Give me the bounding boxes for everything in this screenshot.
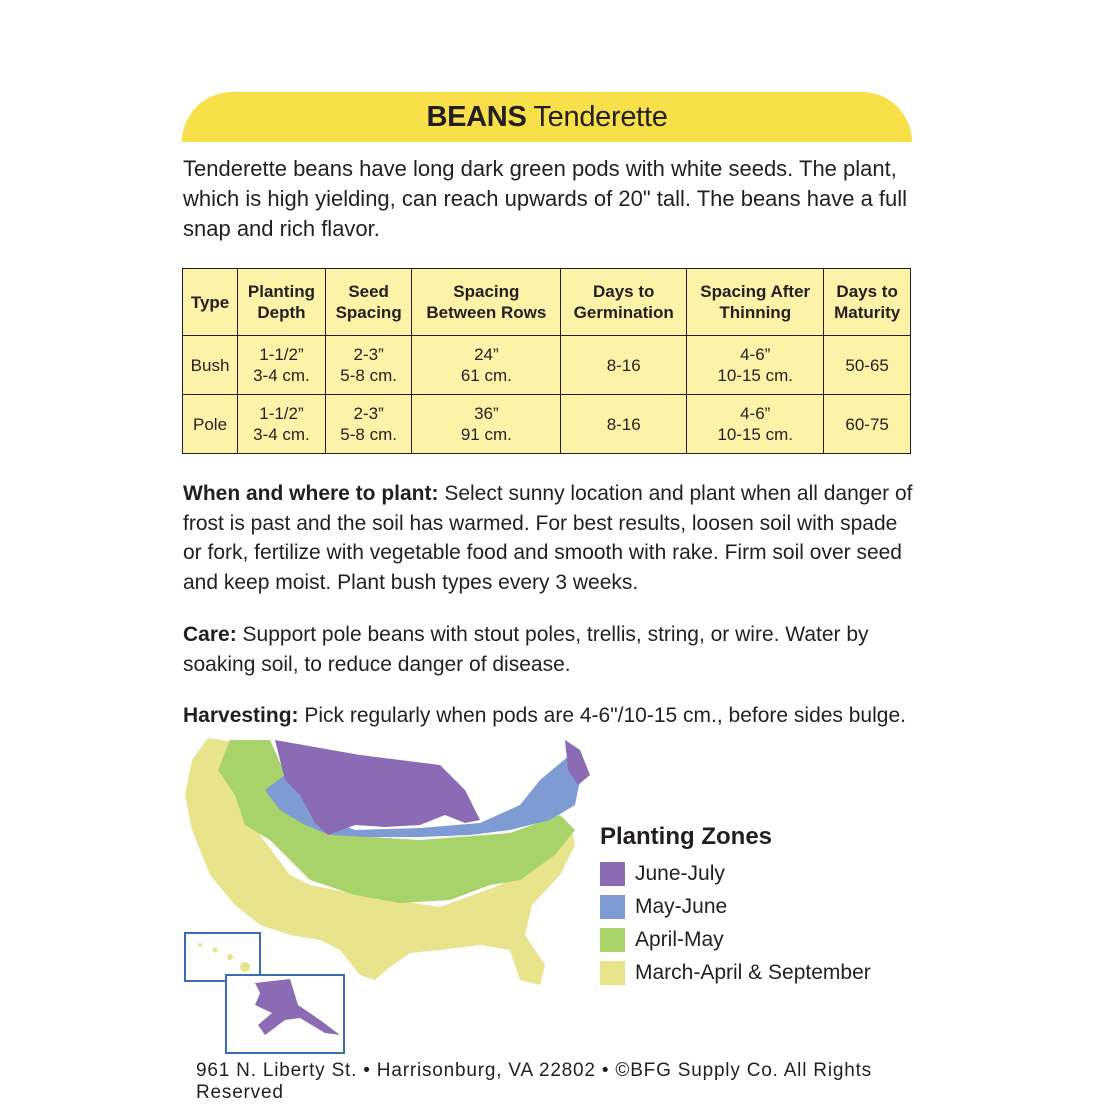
planting-table <box>182 268 911 454</box>
title-banner <box>182 92 912 142</box>
table-cell: 4-6” 10-15 cm. <box>687 336 824 395</box>
hawaii-inset <box>185 933 260 981</box>
harvesting-section <box>183 701 918 731</box>
care-text: Support pole beans with stout poles, trellis, string, or wire. Water by soaking soil, to reduce danger of disease. <box>183 623 869 676</box>
planting-zones-map <box>180 735 600 1060</box>
table-cell: 36” 91 cm. <box>412 395 561 454</box>
header-row-spacing: Spacing Between Rows <box>412 269 561 336</box>
table-cell: 1-1/2” 3-4 cm. <box>238 336 326 395</box>
care-section <box>183 620 918 679</box>
table-row <box>183 336 911 395</box>
harvesting-label: Harvesting: <box>183 704 299 727</box>
when-where-section <box>183 479 918 597</box>
table-cell: 8-16 <box>561 395 687 454</box>
description: Tenderette beans have long dark green pods with white seeds. The plant, which is high yielding, can reach upwards of 20" tall. The beans have a full snap and rich flavor. <box>183 156 908 241</box>
table-row <box>183 395 911 454</box>
when-where-label: When and where to plant: <box>183 482 439 505</box>
zones-legend <box>600 823 871 989</box>
table-header-row <box>183 269 911 336</box>
table-cell: 1-1/2” 3-4 cm. <box>238 395 326 454</box>
table-cell: Bush <box>183 336 238 395</box>
header-germination: Days to Germination <box>561 269 687 336</box>
legend-item <box>600 956 871 989</box>
table-cell: 60-75 <box>824 395 911 454</box>
legend-title: Planting Zones <box>600 823 773 850</box>
table-cell: Pole <box>183 395 238 454</box>
legend-item <box>600 857 871 890</box>
table-cell: 4-6” 10-15 cm. <box>687 395 824 454</box>
care-label: Care: <box>183 623 237 646</box>
legend-swatch <box>600 862 625 886</box>
legend-label: June-July <box>635 861 725 885</box>
legend-label: April-May <box>635 927 724 951</box>
table-cell: 2-3” 5-8 cm. <box>325 336 412 395</box>
legend-swatch <box>600 928 625 952</box>
crop-name: BEANS <box>426 100 527 133</box>
table-cell: 2-3” 5-8 cm. <box>325 395 412 454</box>
table-cell: 50-65 <box>824 336 911 395</box>
header-thinning: Spacing After Thinning <box>687 269 824 336</box>
header-planting-depth: Planting Depth <box>238 269 326 336</box>
header-type: Type <box>183 269 238 336</box>
legend-label: March-April & September <box>635 960 871 984</box>
legend-label: May-June <box>635 894 728 918</box>
header-seed-spacing: Seed Spacing <box>325 269 412 336</box>
legend-item <box>600 890 871 923</box>
variety-name: Tenderette <box>533 100 668 133</box>
table-cell: 24” 61 cm. <box>412 336 561 395</box>
harvesting-text: Pick regularly when pods are 4-6"/10-15 cm., before sides bulge. <box>298 704 906 727</box>
legend-swatch <box>600 895 625 919</box>
header-maturity: Days to Maturity <box>824 269 911 336</box>
legend-item <box>600 923 871 956</box>
legend-swatch <box>600 961 625 985</box>
table-cell: 8-16 <box>561 336 687 395</box>
footer: 961 N. Liberty St. • Harrisonburg, VA 22802 • ©BFG Supply Co. All Rights Reserved <box>196 1060 872 1103</box>
when-where-text: Select sunny location and plant when all danger of frost is past and the soil has warmed. For best results, loosen soil with spade or fork, fertilize with vegetable food and smooth with rake. Firm soil over seed and keep moist. Plant bush types every 3 weeks. <box>183 482 913 594</box>
